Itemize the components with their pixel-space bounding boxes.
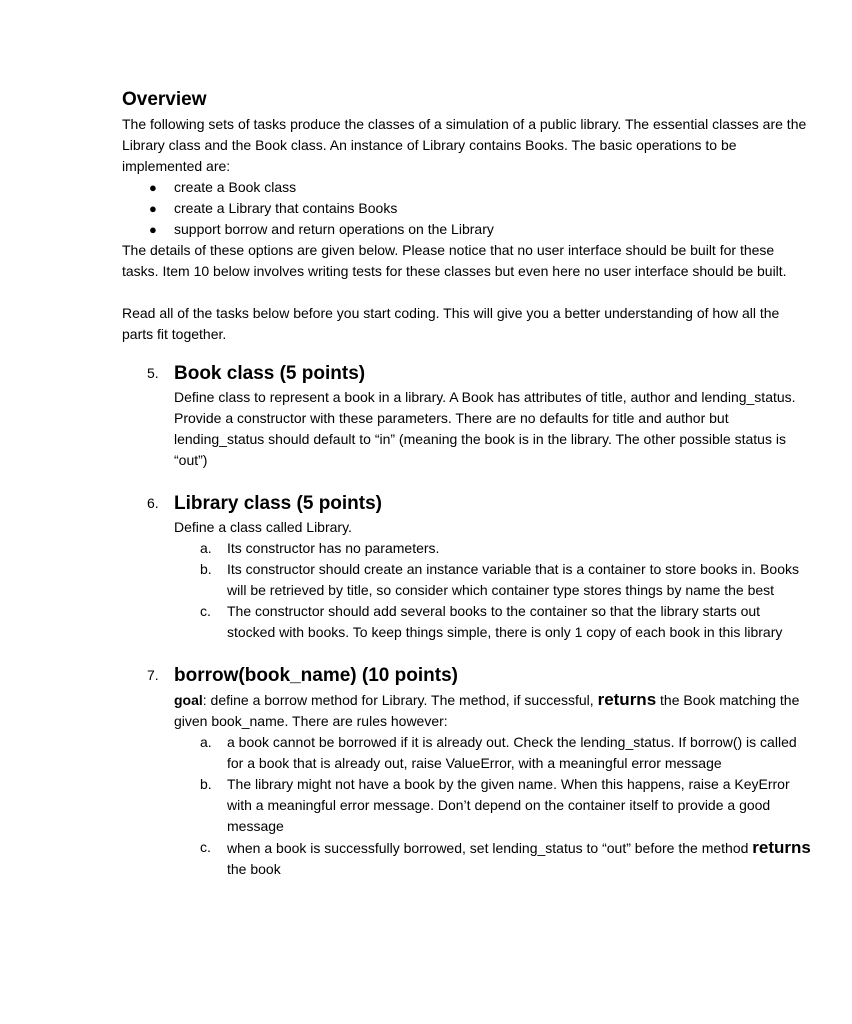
task-intro: Define a class called Library. [174,519,352,535]
overview-intro: The following sets of tasks produce the classes of a simulation of a public library. The essential classes are the Library class and the Book class. An instance of Library contains Books. The basic operations to be implemented are: [122,116,807,174]
task-body: Define class to represent a book in a library. A Book has attributes of title, author and lending_status. Provide a constructor with these parameters. There are no defaults for title and author but lending_status should default to “in” (meaning the book is in the library. The other possible status is “out”) [174,389,796,468]
goal-label: goal [174,692,203,708]
task-7 [147,663,812,880]
list-item: c. when a book is successfully borrowed, set lending_status to “out” before the method returns the book [200,838,811,877]
list-item: b. The library might not have a book by the given name. When this happens, raise a KeyError with a meaningful error message. Don’t depend on the container itself to provide a good message [200,776,790,834]
task-title: borrow(book_name) (10 points) [174,665,458,686]
returns-emphasis: returns [752,838,811,857]
overview-heading: Overview [122,89,207,110]
task-number: 6. [147,495,159,511]
task-number: 5. [147,365,159,381]
task-title: Library class (5 points) [174,493,383,514]
bullet-icon: ● [149,201,157,216]
returns-emphasis: returns [597,690,657,709]
overview-details: The details of these options are given below. Please notice that no user interface should be built for these tasks. Item 10 below involves writing tests for these classes but even here no user interface should be built. [122,242,787,279]
bullet-icon: ● [149,222,157,237]
list-item: c. The constructor should add several books to the container so that the library starts out stocked with books. To keep things simple, there is only 1 copy of each book in this library [200,603,783,640]
document-page [122,89,812,880]
bullet-icon: ● [149,180,157,195]
read-all-note: Read all of the tasks below before you start coding. This will give you a better understanding of how all the parts fit together. [122,305,780,342]
task-goal: goal: define a borrow method for Library. The method, if successful, returns the Book matching the given book_name. There are rules however: [174,690,800,729]
task-5 [147,361,812,471]
task-6 [147,491,812,643]
task-sublist [174,538,812,643]
task-number: 7. [147,667,159,683]
list-item: ● support borrow and return operations on the Library [122,219,812,240]
list-item: b. Its constructor should create an instance variable that is a container to store books in. Books will be retrieved by title, so consider which container type stores things by name the best [200,561,799,598]
task-sublist [174,732,812,880]
list-item: a. a book cannot be borrowed if it is already out. Check the lending_status. If borrow() is called for a book that is already out, raise ValueError, with a meaningful error message [200,734,797,771]
operations-list [122,177,812,240]
task-title: Book class (5 points) [174,363,366,384]
list-item: a. Its constructor has no parameters. [200,540,440,556]
list-item: ● create a Book class [122,177,812,198]
list-item: ● create a Library that contains Books [122,198,812,219]
